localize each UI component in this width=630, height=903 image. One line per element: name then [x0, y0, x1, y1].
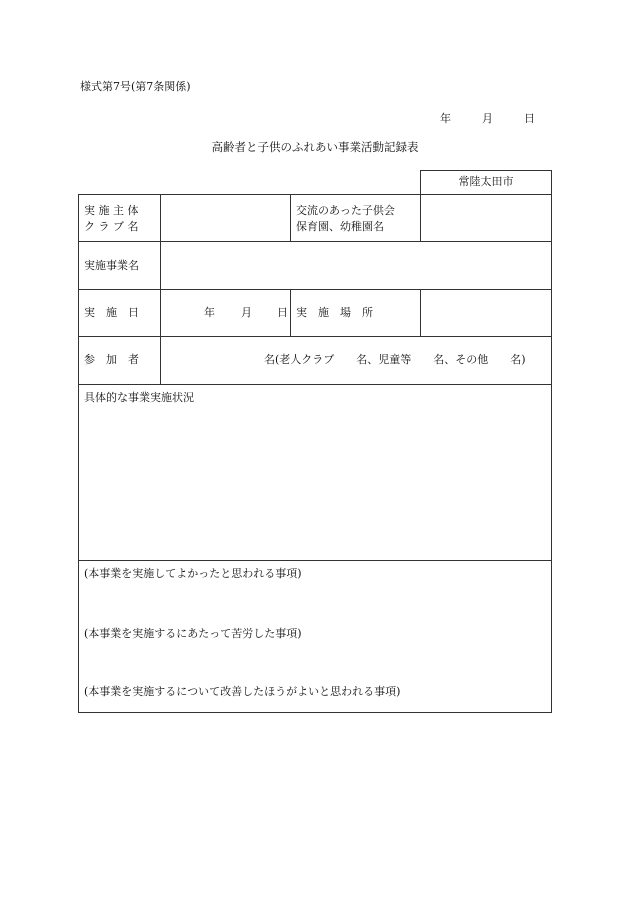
- date-day: 日: [524, 112, 535, 125]
- club-label-line1: 実 施 主 体: [84, 204, 139, 217]
- exchange-label-line2: 保育園、幼稚園名: [296, 220, 384, 233]
- note-hardships: (本事業を実施するにあたって苦労した事項): [84, 627, 302, 640]
- exchange-label-line1: 交流のあった子供会: [296, 204, 395, 217]
- date-year: 年: [440, 112, 451, 125]
- note-good-points: (本事業を実施してよかったと思われる事項): [84, 567, 302, 580]
- date-cell-month: 月: [241, 306, 252, 319]
- note-improvements: (本事業を実施するについて改善したほうがよいと思われる事項): [84, 685, 401, 698]
- form-number: 様式第7号(第7条関係): [80, 80, 191, 93]
- situation-label: 具体的な事業実施状況: [84, 391, 194, 404]
- date-line: [440, 110, 535, 126]
- place-label: 実 施 場 所: [296, 306, 373, 319]
- date-cell-year: 年: [204, 306, 215, 319]
- city-name: 常陸太田市: [458, 175, 514, 188]
- event-name-label: 実施事業名: [84, 259, 139, 272]
- participants-label: 参 加 者: [84, 353, 139, 366]
- document-title: 高齢者と子供のふれあい事業活動記録表: [211, 140, 419, 154]
- date-month: 月: [482, 112, 493, 125]
- date-cell-day: 日: [277, 306, 288, 319]
- club-label-line2: ク ラ ブ 名: [84, 220, 139, 233]
- participants-detail: 名(老人クラブ 名、児童等 名、その他 名): [264, 353, 526, 366]
- date-label: 実 施 日: [84, 306, 139, 319]
